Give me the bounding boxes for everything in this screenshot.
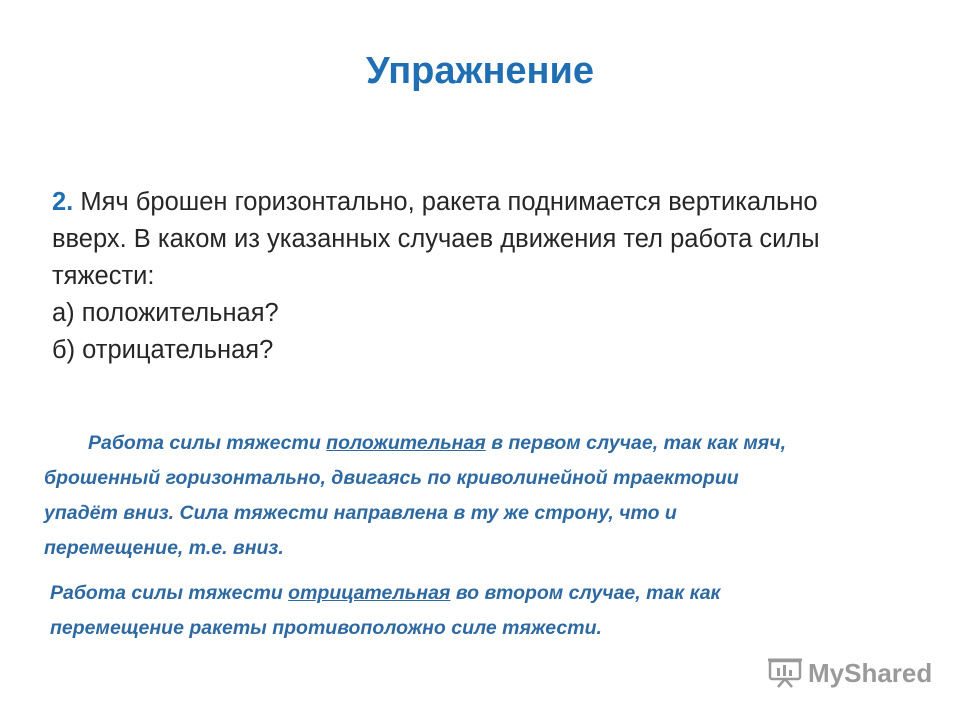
- answer1-line-3: упадёт вниз. Сила тяжести направлена в ту же строну, что и: [44, 502, 677, 524]
- question-number: 2.: [52, 188, 74, 216]
- presentation-screen-icon: [768, 658, 802, 688]
- answer1-keyword: положительная: [326, 432, 486, 454]
- answer1-line-1: [44, 426, 944, 461]
- answer1-line-2: брошенный горизонтально, двигаясь по криволинейной траектории: [44, 467, 739, 489]
- answer1-line-4: перемещение, т.е. вниз.: [44, 537, 284, 559]
- answer2-keyword: отрицательная: [288, 582, 451, 604]
- answer2-line-2: перемещение ракеты противоположно силе тяжести.: [50, 617, 602, 639]
- watermark-logo: [768, 655, 932, 691]
- question-block: [52, 184, 932, 369]
- answer1-suffix: в первом случае, так как мяч,: [485, 432, 787, 454]
- question-line-1: [52, 184, 932, 221]
- question-text-1: Мяч брошен горизонтально, ракета поднимается вертикально: [80, 188, 818, 216]
- question-line-3: тяжести:: [52, 262, 155, 290]
- answer-positive: [44, 426, 944, 566]
- answer1-prefix: Работа силы тяжести: [88, 432, 327, 454]
- answer2-prefix: Работа силы тяжести: [50, 582, 289, 604]
- slide-title: Упражнение: [366, 50, 594, 92]
- option-b: б) отрицательная?: [52, 336, 274, 364]
- option-a: а) положительная?: [52, 299, 279, 327]
- answer2-line-1: [50, 576, 930, 611]
- question-line-2: вверх. В каком из указанных случаев движения тел работа силы: [52, 225, 820, 253]
- answer2-suffix: во втором случае, так как: [450, 582, 721, 604]
- watermark-text: MyShared: [808, 657, 933, 688]
- answer-negative: [50, 576, 930, 646]
